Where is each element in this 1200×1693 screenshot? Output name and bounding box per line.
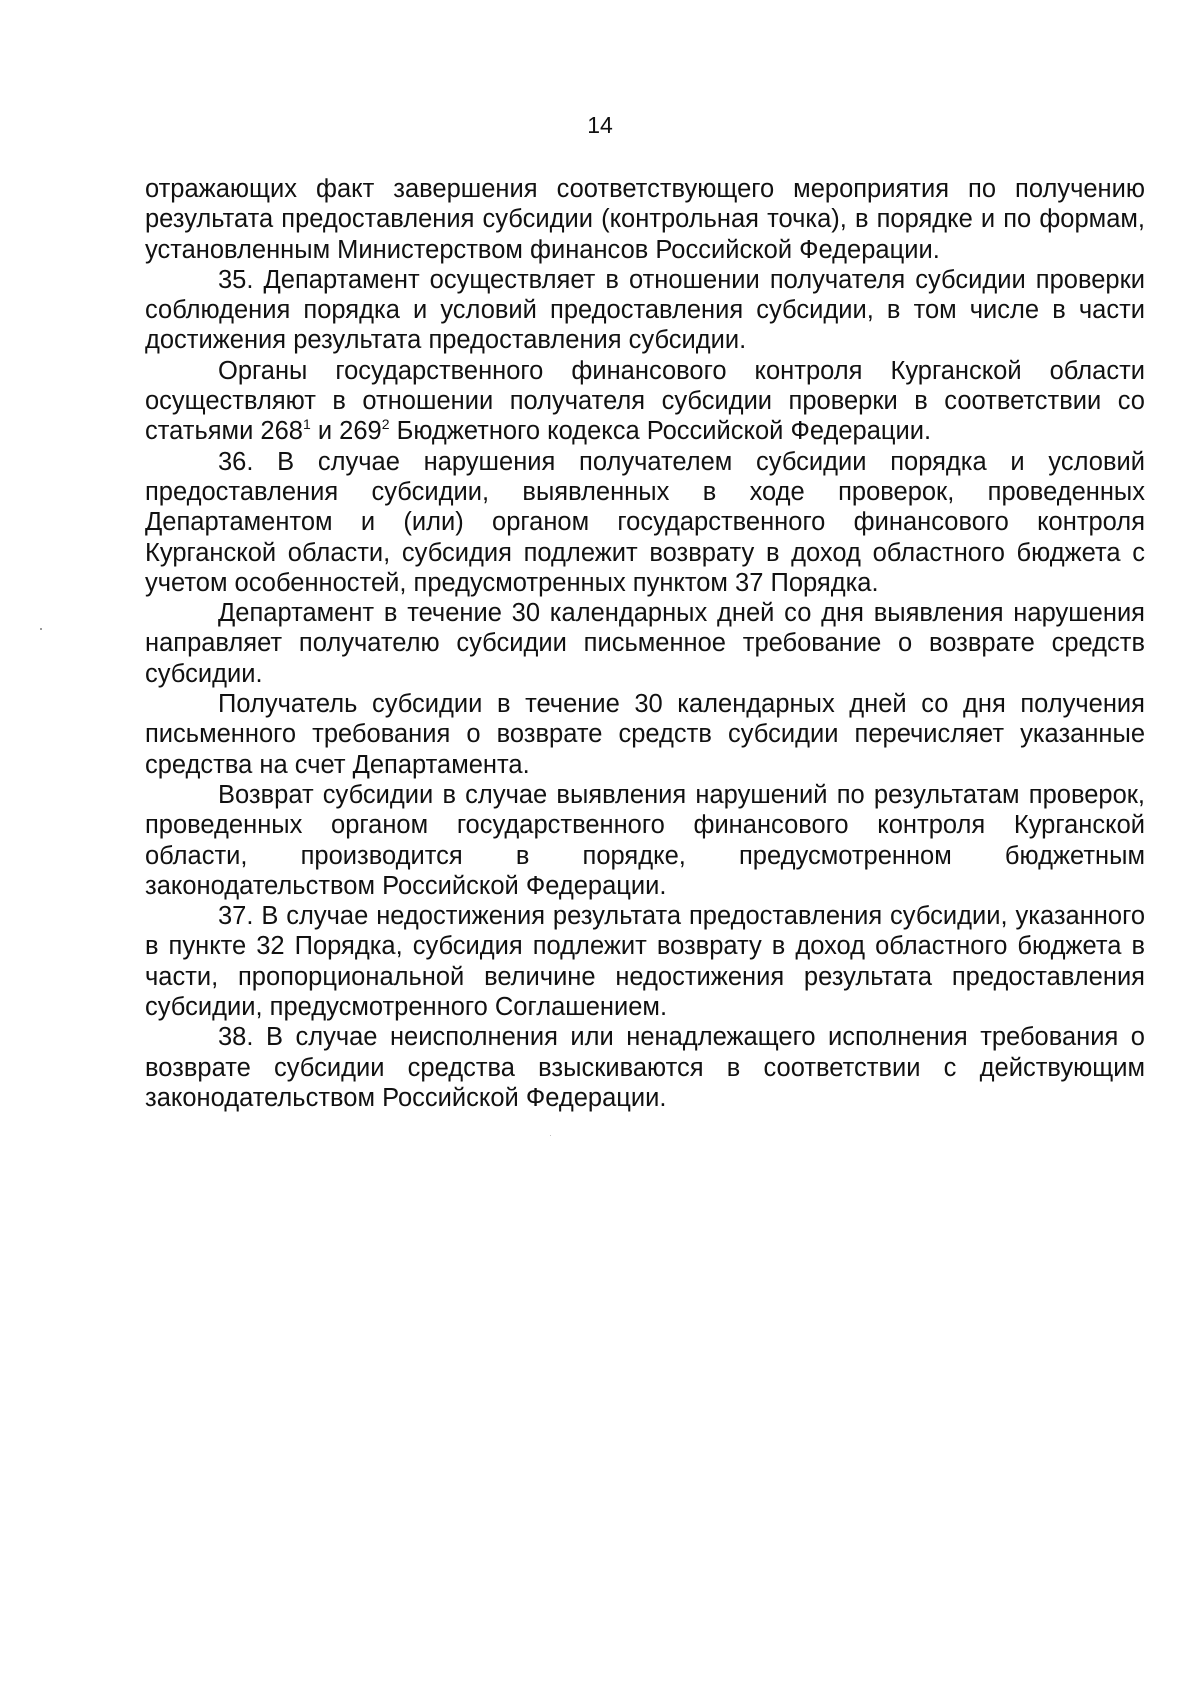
article-superscript: 2 bbox=[381, 416, 390, 433]
paragraph-text-part: Органы государственного финансового контроля Курганской области осуществляют в отношении получателя субсидии проверки в соответствии со статьями 268 bbox=[145, 356, 1145, 446]
document-body bbox=[145, 174, 1145, 1113]
scan-speck bbox=[550, 1135, 551, 1136]
paragraph-item-38: 38. В случае неисполнения или ненадлежащего исполнения требования о возврате субсидии средства взыскиваются в соответствии с действующим законодательством Российской Федерации. bbox=[145, 1023, 1145, 1112]
paragraph-continuation: отражающих факт завершения соответствующего мероприятия по получению результата предоставления субсидии (контрольная точка), в порядке и по формам, установленным Министерством финансов Российской Федерации. bbox=[145, 175, 1145, 264]
paragraph-control-bodies bbox=[145, 356, 1145, 447]
paragraph-text-part: и 269 bbox=[310, 417, 382, 446]
scan-speck bbox=[40, 628, 42, 630]
paragraph-return-procedure: Возврат субсидии в случае выявления нарушений по результатам проверок, проведенных органом государственного финансового контроля Курганской области, производится в порядке, предусмотренном бюджетным законодательством Российской Федерации. bbox=[145, 780, 1145, 900]
page-number: 14 bbox=[587, 112, 613, 138]
paragraph-recipient-transfer: Получатель субсидии в течение 30 календарных дней со дня получения письменного требования о возврате средств субсидии перечисляет указанные средства на счет Департамента. bbox=[145, 690, 1145, 779]
article-superscript: 1 bbox=[302, 416, 311, 433]
paragraph-return-demand: Департамент в течение 30 календарных дней со дня выявления нарушения направляет получателю субсидии письменное требование о возврате средств субсидии. bbox=[145, 599, 1145, 688]
paragraph-item-36: 36. В случае нарушения получателем субсидии порядка и условий предоставления субсидии, выявленных в ходе проверок, проведенных Департаментом и (или) органом государственного финансового контроля Курганской области, субсидия подлежит возврату в доход областного бюджета с учетом особенностей, предусмотренных пунктом 37 Порядка. bbox=[145, 447, 1145, 597]
paragraph-text-part: Бюджетного кодекса Российской Федерации. bbox=[389, 417, 932, 446]
paragraph-item-35: 35. Департамент осуществляет в отношении получателя субсидии проверки соблюдения порядка и условий предоставления субсидии, в том числе в части достижения результата предоставления субсидии. bbox=[145, 265, 1145, 355]
paragraph-item-37: 37. В случае недостижения результата предоставления субсидии, указанного в пункте 32 Порядка, субсидия подлежит возврату в доход областного бюджета в части, пропорциональной величине недостижения результата предоставления субсидии, предусмотренного Соглашением. bbox=[145, 902, 1145, 1022]
